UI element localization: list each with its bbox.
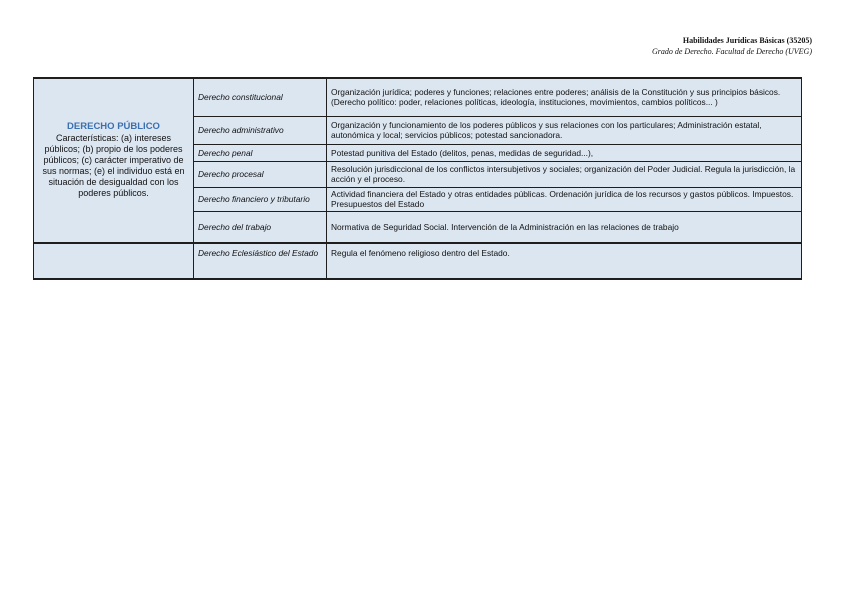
section-cell: [34, 78, 194, 243]
course-title: Habilidades Jurídicas Básicas (35205): [682, 36, 812, 45]
section-title: DERECHO PÚBLICO: [67, 121, 160, 132]
branch-content: Resolución jurisdiccional de los conflictos intersubjetivos y sociales; organización del Poder Judicial. Regula la jurisdicción, la acción y el proceso.: [327, 161, 802, 187]
table-row: [34, 78, 802, 116]
branch-name: Derecho financiero y tributario: [194, 187, 327, 211]
branch-content: Potestad punitiva del Estado (delitos, penas, medidas de seguridad...),: [327, 144, 802, 161]
branch-name: Derecho constitucional: [194, 78, 327, 116]
branch-name: Derecho procesal: [194, 161, 327, 187]
branch-content: Organización y funcionamiento de los poderes públicos y sus relaciones con los particulares; Administración estatal, autonómica y local; servicios públicos; potestad sancionadora.: [327, 116, 802, 144]
branch-name: Derecho del trabajo: [194, 211, 327, 243]
course-subtitle: Grado de Derecho. Facultad de Derecho (UVEG): [651, 47, 812, 56]
branch-content: Organización jurídica; poderes y funciones; relaciones entre poderes; análisis de la Constitución y sus principios básicos. (Derecho político: poder, relaciones políticas, ideología, instituciones, movimientos, cambios políticos... ): [327, 78, 802, 116]
section-description: Características: (a) intereses públicos; (b) propio de los poderes públicos; (c) carácter imperativo de sus normas; (e) el individuo está en situación de desigualdad con los poderes públicos.: [42, 133, 185, 198]
branch-content: Regula el fenómeno religioso dentro del Estado.: [327, 243, 802, 279]
branch-content: Normativa de Seguridad Social. Intervención de la Administración en las relaciones de trabajo: [327, 211, 802, 243]
branch-content: Actividad financiera del Estado y otras entidades públicas. Ordenación jurídica de los recursos y gastos públicos. Impuestos. Presupuestos del Estado: [327, 187, 802, 211]
empty-section-cell: [34, 243, 194, 279]
branch-name: Derecho Eclesiástico del Estado: [194, 243, 327, 279]
public-law-table: [33, 77, 802, 280]
document-header: [652, 35, 812, 57]
branch-name: Derecho penal: [194, 144, 327, 161]
table-row: [34, 243, 802, 279]
branch-name: Derecho administrativo: [194, 116, 327, 144]
